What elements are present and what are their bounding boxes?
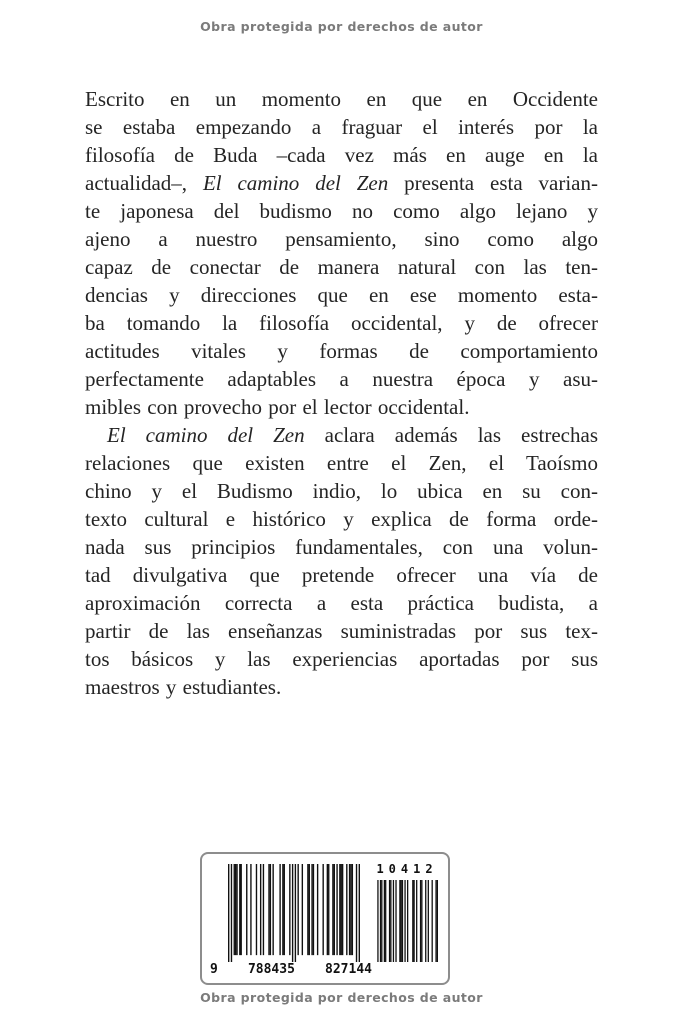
text-line: nada sus principios fundamentales, con una volun- [85, 535, 598, 559]
text-line: tos básicos y las experiencias aportadas por sus [85, 647, 598, 671]
text-line: relaciones que existen entre el Zen, el Taoísmo [85, 451, 598, 475]
text-line: actualidad–, El camino del Zen presenta esta varian- [85, 171, 598, 195]
text-line: ajeno a nuestro pensamiento, sino como algo [85, 227, 598, 251]
barcode-panel [200, 852, 450, 985]
text-line: Escrito en un momento en que en Occidente [85, 87, 598, 111]
text-line: mibles con provecho por el lector occidental. [85, 395, 470, 419]
copyright-notice-bottom: Obra protegida por derechos de autor [200, 990, 483, 1005]
text-line: maestros y estudiantes. [85, 675, 282, 699]
text-line: se estaba empezando a fraguar el interés por la [85, 115, 598, 139]
text-line: chino y el Budismo indio, lo ubica en su con- [85, 479, 598, 503]
text-line: texto cultural e histórico y explica de forma orde- [85, 507, 598, 531]
ean13-barcode-icon [228, 864, 360, 962]
text-line: El camino del Zen aclara además las estrechas [107, 423, 598, 447]
text-line: ba tomando la filosofía occidental, y de ofrecer [85, 311, 598, 335]
text-line: actitudes vitales y formas de comportamiento [85, 339, 598, 363]
ean5-supplement-barcode-icon [376, 880, 438, 962]
isbn-prefix-digit: 9 [210, 962, 218, 977]
supplement-number: 10412 [376, 862, 438, 876]
isbn-group-2: 827144 [325, 962, 372, 977]
text-line: te japonesa del budismo no como algo lejano y [85, 199, 598, 223]
isbn-group-1: 788435 [247, 962, 295, 977]
text-line: aproximación correcta a esta práctica budista, a [85, 591, 598, 615]
text-line: partir de las enseñanzas suministradas por sus tex- [85, 619, 598, 643]
text-line: perfectamente adaptables a nuestra época y asu- [85, 367, 598, 391]
text-line: dencias y direcciones que en ese momento esta- [85, 283, 598, 307]
text-line: capaz de conectar de manera natural con las ten- [85, 255, 598, 279]
isbn-number [210, 962, 372, 977]
text-line: filosofía de Buda –cada vez más en auge en la [85, 143, 598, 167]
book-description-text [85, 85, 598, 701]
text-line: tad divulgativa que pretende ofrecer una vía de [85, 563, 598, 587]
copyright-notice-top: Obra protegida por derechos de autor [200, 19, 483, 34]
